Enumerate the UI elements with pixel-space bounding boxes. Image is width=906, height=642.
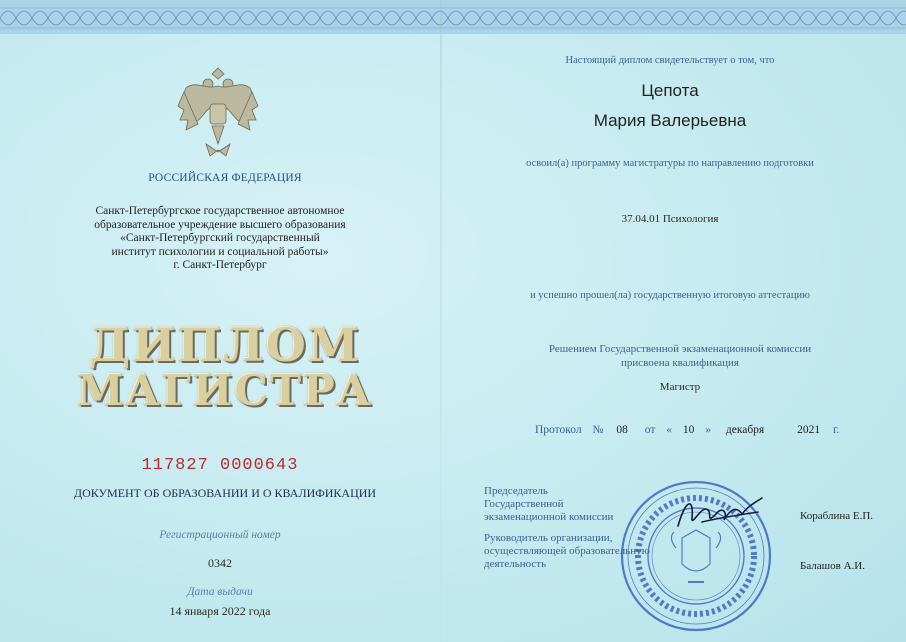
institution-name	[60, 205, 380, 273]
graduate-surname: Цепота	[641, 81, 699, 100]
head-label-line: осуществляющей образовательную	[484, 545, 650, 557]
institution-city: г. Санкт-Петербург	[173, 259, 267, 272]
protocol-month: декабря	[725, 424, 765, 436]
document-type: ДОКУМЕНТ ОБ ОБРАЗОВАНИИ И О КВАЛИФИКАЦИИ	[73, 486, 377, 500]
decision-line: Решением Государственной экзаменационной комиссии	[548, 343, 812, 355]
protocol-line	[535, 424, 839, 436]
program-name: 37.04.01 Психология	[621, 213, 719, 225]
registration-number: 0342	[208, 556, 232, 570]
quote-close: »	[705, 424, 711, 436]
decision-line: присвоена квалификация	[621, 357, 739, 369]
year-suffix: г.	[832, 424, 840, 436]
graduate-given-names: Мария Валерьевна	[593, 111, 747, 130]
protocol-day: 10	[682, 424, 695, 436]
diploma-title-line1: ДИПЛОМ	[89, 318, 361, 372]
protocol-number: 08	[616, 424, 628, 436]
chair-label-line: Председатель	[484, 485, 548, 497]
chair-label	[484, 485, 613, 524]
head-label-line: деятельность	[484, 558, 547, 570]
registration-label: Регистрационный номер	[159, 529, 281, 541]
double-headed-eagle-icon	[176, 60, 260, 160]
institution-line: Санкт-Петербургское государственное автономное	[95, 205, 345, 217]
issue-date: 14 января 2022 года	[169, 604, 271, 618]
handwritten-signature	[672, 492, 768, 536]
head-label-line: Руководитель организации,	[484, 532, 613, 544]
quote-open: «	[666, 424, 672, 436]
guilloche-border	[0, 0, 906, 34]
institution-line: образовательное учреждение высшего образования	[94, 218, 346, 231]
intro-text: Настоящий диплом свидетельствует о том, что	[565, 55, 775, 66]
qualification: Магистр	[659, 381, 701, 393]
serial-number: 117827 0000643	[141, 456, 299, 475]
chair-label-line: Государственной	[484, 498, 564, 510]
fold-line	[440, 0, 442, 642]
institution-line: «Санкт-Петербургский государственный	[120, 232, 320, 245]
head-label	[484, 532, 650, 571]
program-statement: освоил(а) программу магистратуры по направлению подготовки	[526, 158, 814, 169]
commission-decision	[500, 342, 860, 370]
number-sign: №	[592, 424, 604, 436]
chair-name: Кораблина Е.П.	[800, 510, 874, 522]
institution-line: институт психологии и социальной работы»	[111, 245, 329, 258]
protocol-label: Протокол	[535, 424, 582, 436]
chair-label-line: экзаменационной комиссии	[484, 511, 614, 523]
diploma-title-line2: МАГИСТРА	[77, 366, 373, 415]
attestation-statement: и успешно прошел(ла) государственную итоговую аттестацию	[530, 290, 810, 301]
protocol-year: 2021	[797, 424, 821, 436]
protocol-from-label: от	[644, 424, 656, 436]
issue-date-label: Дата выдачи	[187, 586, 253, 598]
country-name: РОССИЙСКАЯ ФЕДЕРАЦИЯ	[148, 172, 302, 184]
head-name: Балашов А.И.	[800, 560, 865, 572]
